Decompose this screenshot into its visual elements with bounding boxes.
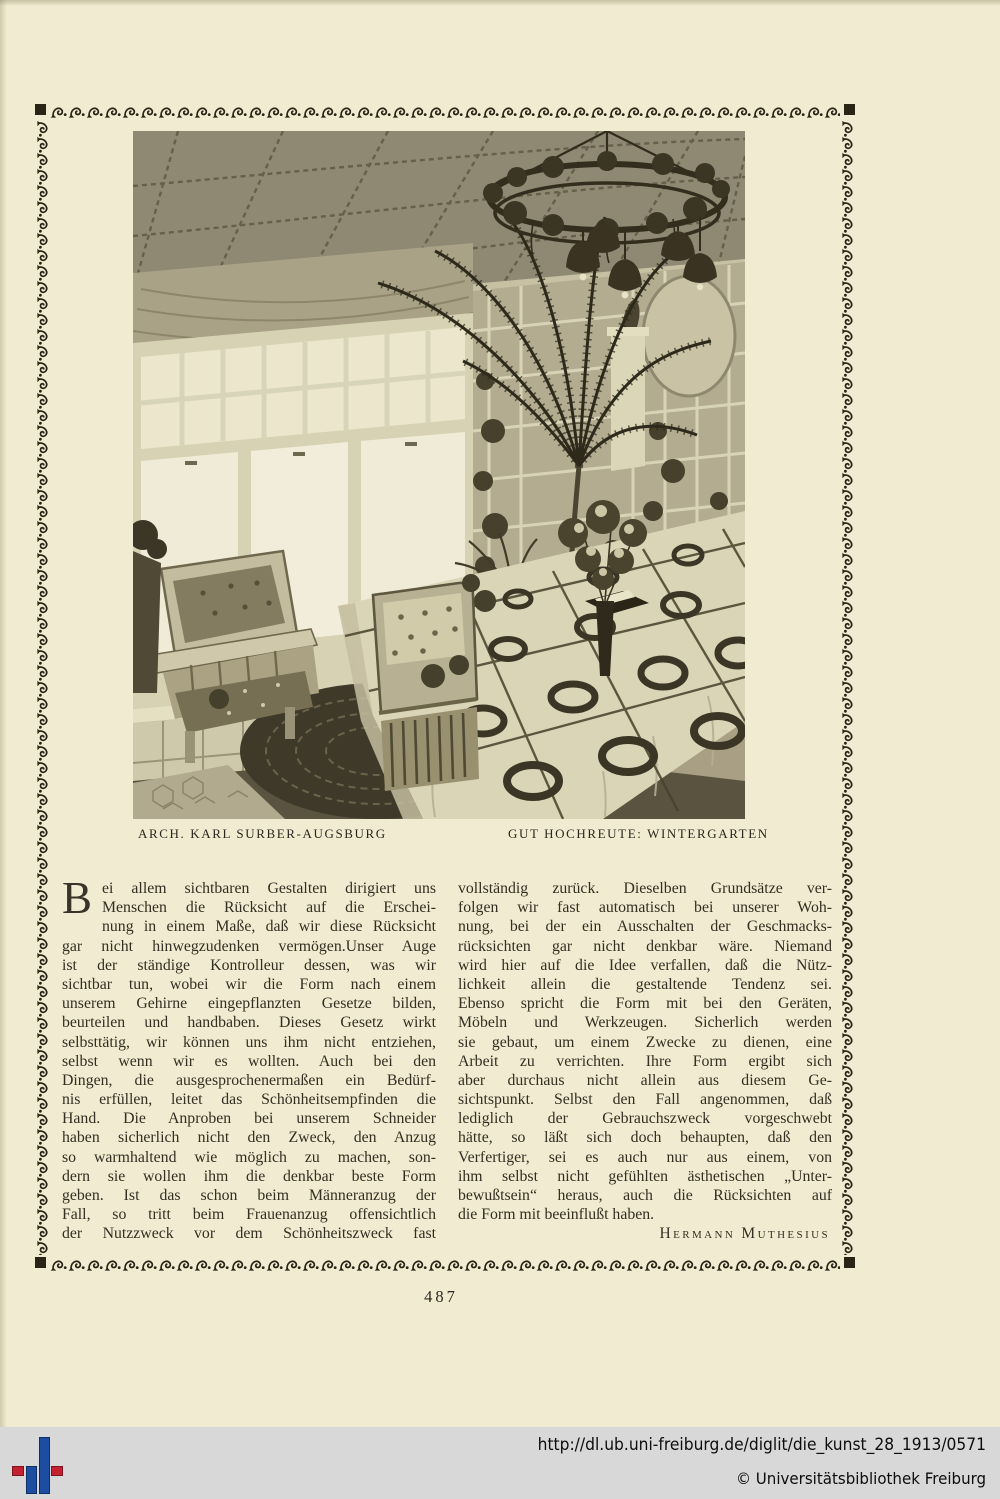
scroll-ornament-icon bbox=[716, 1257, 734, 1273]
ornament-border-bottom bbox=[50, 1256, 840, 1273]
scroll-ornament-icon bbox=[158, 1257, 176, 1273]
scroll-ornament-icon bbox=[536, 1257, 554, 1273]
scroll-ornament-icon bbox=[212, 104, 230, 120]
scroll-ornament-icon bbox=[770, 1257, 788, 1273]
scroll-ornament-icon bbox=[35, 1240, 51, 1255]
scroll-ornament-icon bbox=[500, 104, 518, 120]
logo-square-right bbox=[51, 1466, 63, 1476]
scroll-ornament-icon bbox=[518, 1257, 536, 1273]
text-line: lediglich der Gebrauchszweck vorgeschwebt bbox=[458, 1110, 832, 1128]
text-line: Dingen, die ausgesprochenermaßen ein Bedürf- bbox=[62, 1071, 436, 1089]
ornament-border-top bbox=[50, 103, 840, 120]
text-line: folgen wir fast automatisch bei unserer Woh- bbox=[458, 899, 832, 917]
scroll-ornament-icon bbox=[410, 1257, 428, 1273]
scroll-ornament-icon bbox=[840, 1240, 856, 1255]
scroll-ornament-icon bbox=[644, 104, 662, 120]
text-line: sichtbar tun, wobei wir die Form nach einem bbox=[62, 975, 436, 993]
scroll-ornament-icon bbox=[86, 104, 104, 120]
scroll-ornament-icon bbox=[608, 1257, 626, 1273]
border-corner bbox=[35, 1257, 46, 1268]
ornament-border-right bbox=[839, 121, 856, 1255]
scroll-ornament-icon bbox=[320, 1257, 338, 1273]
scroll-ornament-icon bbox=[554, 1257, 572, 1273]
scroll-ornament-icon bbox=[104, 104, 122, 120]
scroll-ornament-icon bbox=[752, 1257, 770, 1273]
scroll-ornament-icon bbox=[122, 104, 140, 120]
scroll-ornament-icon bbox=[626, 1257, 644, 1273]
scroll-ornament-icon bbox=[644, 1257, 662, 1273]
article-column-right bbox=[458, 879, 832, 1244]
scroll-ornament-icon bbox=[824, 104, 840, 120]
page-number: 487 bbox=[424, 1287, 458, 1306]
text-line: Verfertiger, sei es auch nur aus einem, von bbox=[458, 1148, 832, 1166]
text-line: lichkeit allein die gestaltende Tendenz sei. bbox=[458, 975, 832, 993]
text-line: sichtspunkt. Selbst den Fall angenommen, daß bbox=[458, 1091, 832, 1109]
scroll-ornament-icon bbox=[446, 1257, 464, 1273]
scroll-ornament-icon bbox=[374, 104, 392, 120]
scroll-ornament-icon bbox=[752, 104, 770, 120]
border-corner bbox=[844, 1257, 855, 1268]
scroll-ornament-icon bbox=[86, 1257, 104, 1273]
scroll-ornament-icon bbox=[50, 104, 68, 120]
scroll-ornament-icon bbox=[590, 104, 608, 120]
text-line: rücksichten gar nicht denkbar wäre. Niemand bbox=[458, 937, 832, 955]
scroll-ornament-icon bbox=[788, 1257, 806, 1273]
article-text-left bbox=[62, 873, 436, 1244]
scroll-ornament-icon bbox=[284, 104, 302, 120]
article-column-left bbox=[62, 873, 436, 1244]
text-line: der Nutzzweck vor dem Schönheitszweck fast bbox=[62, 1225, 436, 1243]
scroll-ornament-icon bbox=[68, 1257, 86, 1273]
ornament-border-left bbox=[34, 121, 51, 1255]
scroll-ornament-icon bbox=[194, 104, 212, 120]
scroll-ornament-icon bbox=[392, 104, 410, 120]
photo-caption-architect: ARCH. KARL SURBER-AUGSBURG bbox=[138, 826, 387, 841]
scroll-ornament-icon bbox=[302, 104, 320, 120]
text-line: beurteilen und handbaben. Dieses Gesetz wirkt bbox=[62, 1014, 436, 1032]
text-line: nung in einem Maße, daß wir diese Rücksicht bbox=[102, 918, 436, 936]
text-line: Arbeit zu verrichten. Ihre Form ergibt sich bbox=[458, 1052, 832, 1070]
scroll-ornament-icon bbox=[410, 104, 428, 120]
logo-bar-tall bbox=[39, 1437, 50, 1494]
text-line: Ebenso spricht die Form mit bei den Geräten, bbox=[458, 995, 832, 1013]
scroll-ornament-icon bbox=[302, 1257, 320, 1273]
text-line: nis erfüllen, leitet das Schönheitsempfinden die bbox=[62, 1091, 436, 1109]
text-line: geben. Ist das schon beim Männeranzug der bbox=[62, 1187, 436, 1204]
scroll-ornament-icon bbox=[788, 104, 806, 120]
scroll-ornament-icon bbox=[338, 1257, 356, 1273]
text-line: unserem Gehirne eingepflanzten Gesetze bilden, bbox=[62, 995, 436, 1013]
scroll-ornament-icon bbox=[716, 104, 734, 120]
oval-cartouche bbox=[643, 276, 735, 396]
text-line: selbsttätig, wir können uns ihm nicht entziehen, bbox=[62, 1033, 436, 1051]
border-corner bbox=[35, 104, 46, 115]
scroll-ornament-icon bbox=[392, 1257, 410, 1273]
scroll-ornament-icon bbox=[770, 104, 788, 120]
scroll-ornament-icon bbox=[284, 1257, 302, 1273]
scan-edge-shadow-top bbox=[0, 0, 1000, 6]
wicker-chair-front bbox=[373, 583, 479, 791]
scroll-ornament-icon bbox=[104, 1257, 122, 1273]
scroll-ornament-icon bbox=[248, 104, 266, 120]
text-line: ei allem sichtbaren Gestalten dirigiert uns bbox=[102, 880, 436, 897]
scroll-ornament-icon bbox=[356, 1257, 374, 1273]
scroll-ornament-icon bbox=[266, 104, 284, 120]
scroll-ornament-icon bbox=[680, 1257, 698, 1273]
text-line: Möbeln und Werkzeugen. Sicherlich werden bbox=[458, 1014, 832, 1032]
scroll-ornament-icon bbox=[446, 104, 464, 120]
scroll-ornament-icon bbox=[500, 1257, 518, 1273]
scroll-ornament-icon bbox=[464, 1257, 482, 1273]
scroll-ornament-icon bbox=[320, 104, 338, 120]
scroll-ornament-icon bbox=[608, 104, 626, 120]
scroll-ornament-icon bbox=[374, 1257, 392, 1273]
scroll-ornament-icon bbox=[140, 1257, 158, 1273]
text-line: so warmhaltend wie möglich zu machen, son- bbox=[62, 1148, 436, 1166]
scroll-ornament-icon bbox=[428, 104, 446, 120]
copyright-notice: © Universitätsbibliothek Freiburg bbox=[735, 1469, 986, 1488]
scroll-ornament-icon bbox=[662, 104, 680, 120]
photo-caption-subject: GUT HOCHREUTE: WINTERGARTEN bbox=[508, 826, 769, 841]
scroll-ornament-icon bbox=[230, 104, 248, 120]
scroll-ornament-icon bbox=[482, 104, 500, 120]
scroll-ornament-icon bbox=[626, 104, 644, 120]
scroll-ornament-icon bbox=[482, 1257, 500, 1273]
scroll-ornament-icon bbox=[590, 1257, 608, 1273]
scroll-ornament-icon bbox=[536, 104, 554, 120]
text-line: selbst wenn wir es wollten. Auch bei den bbox=[62, 1052, 436, 1070]
text-line: Fall, so tritt beim Frauenanzug offensichtlich bbox=[62, 1206, 436, 1224]
scroll-ornament-icon bbox=[176, 1257, 194, 1273]
scroll-ornament-icon bbox=[338, 104, 356, 120]
scroll-ornament-icon bbox=[824, 1257, 840, 1273]
wintergarten-photograph bbox=[133, 131, 745, 819]
border-corner bbox=[844, 104, 855, 115]
text-line: sie gebaut, um einem Zwecke zu dienen, eine bbox=[458, 1033, 832, 1051]
text-line: haben sicherlich nicht den Zweck, den Anzug bbox=[62, 1129, 436, 1147]
author-signature: Hermann Muthesius bbox=[659, 1225, 830, 1243]
scroll-ornament-icon bbox=[140, 104, 158, 120]
drop-cap: B bbox=[62, 873, 93, 923]
scroll-ornament-icon bbox=[158, 104, 176, 120]
scroll-ornament-icon bbox=[194, 1257, 212, 1273]
text-line: hätte, so läßt sich doch behaupten, daß den bbox=[458, 1129, 832, 1147]
scroll-ornament-icon bbox=[806, 1257, 824, 1273]
scroll-ornament-icon bbox=[734, 104, 752, 120]
scroll-ornament-icon bbox=[572, 104, 590, 120]
scroll-ornament-icon bbox=[680, 104, 698, 120]
scroll-ornament-icon bbox=[428, 1257, 446, 1273]
text-line: aber durchaus nicht allein aus diesem Ge- bbox=[458, 1071, 832, 1089]
scroll-ornament-icon bbox=[518, 104, 536, 120]
scan-edge-shadow-left bbox=[0, 0, 7, 1499]
source-url: http://dl.ub.uni-freiburg.de/diglit/die_kunst_28_1913/0571 bbox=[537, 1435, 986, 1454]
text-line: Menschen die Rücksicht auf die Erschei- bbox=[102, 899, 436, 917]
scroll-ornament-icon bbox=[356, 104, 374, 120]
scroll-ornament-icon bbox=[554, 104, 572, 120]
scroll-ornament-icon bbox=[176, 104, 194, 120]
text-line: ist der ständige Kontrolleur dessen, was wir bbox=[62, 956, 436, 974]
text-line: wird hier auf die Idee verfallen, daß die Nütz- bbox=[458, 956, 832, 974]
scroll-ornament-icon bbox=[230, 1257, 248, 1273]
footer-bar bbox=[0, 1427, 1000, 1499]
scroll-ornament-icon bbox=[698, 1257, 716, 1273]
scroll-ornament-icon bbox=[248, 1257, 266, 1273]
scroll-ornament-icon bbox=[68, 104, 86, 120]
scroll-ornament-icon bbox=[212, 1257, 230, 1273]
text-line: nung, bei der ein Ausschalten der Geschmacks- bbox=[458, 918, 832, 936]
logo-square-left bbox=[12, 1466, 24, 1476]
scroll-ornament-icon bbox=[572, 1257, 590, 1273]
scroll-ornament-icon bbox=[734, 1257, 752, 1273]
article-text-right bbox=[458, 879, 832, 1224]
text-line: vollständig zurück. Dieselben Grundsätze ver- bbox=[458, 880, 832, 897]
text-line: die Form mit beeinflußt haben. bbox=[458, 1206, 655, 1224]
scroll-ornament-icon bbox=[662, 1257, 680, 1273]
scroll-ornament-icon bbox=[806, 104, 824, 120]
text-line: Hand. Die Anproben bei unserem Schneider bbox=[62, 1110, 436, 1128]
scroll-ornament-icon bbox=[122, 1257, 140, 1273]
logo-bar-short bbox=[26, 1466, 37, 1494]
scroll-ornament-icon bbox=[698, 104, 716, 120]
text-line: ihm selbst nicht gefühlten ästhetischen „Unter- bbox=[458, 1167, 832, 1185]
ub-freiburg-logo-icon bbox=[0, 1433, 80, 1499]
text-line: dern sie wollen ihm die denkbar beste Form bbox=[62, 1167, 436, 1185]
scroll-ornament-icon bbox=[50, 1257, 68, 1273]
scroll-ornament-icon bbox=[266, 1257, 284, 1273]
text-line: bewußtsein“ heraus, auch die Rücksichten auf bbox=[458, 1187, 832, 1204]
text-line: gar nicht hinwegzudenken vermögen.Unser Auge bbox=[62, 937, 436, 955]
scroll-ornament-icon bbox=[464, 104, 482, 120]
